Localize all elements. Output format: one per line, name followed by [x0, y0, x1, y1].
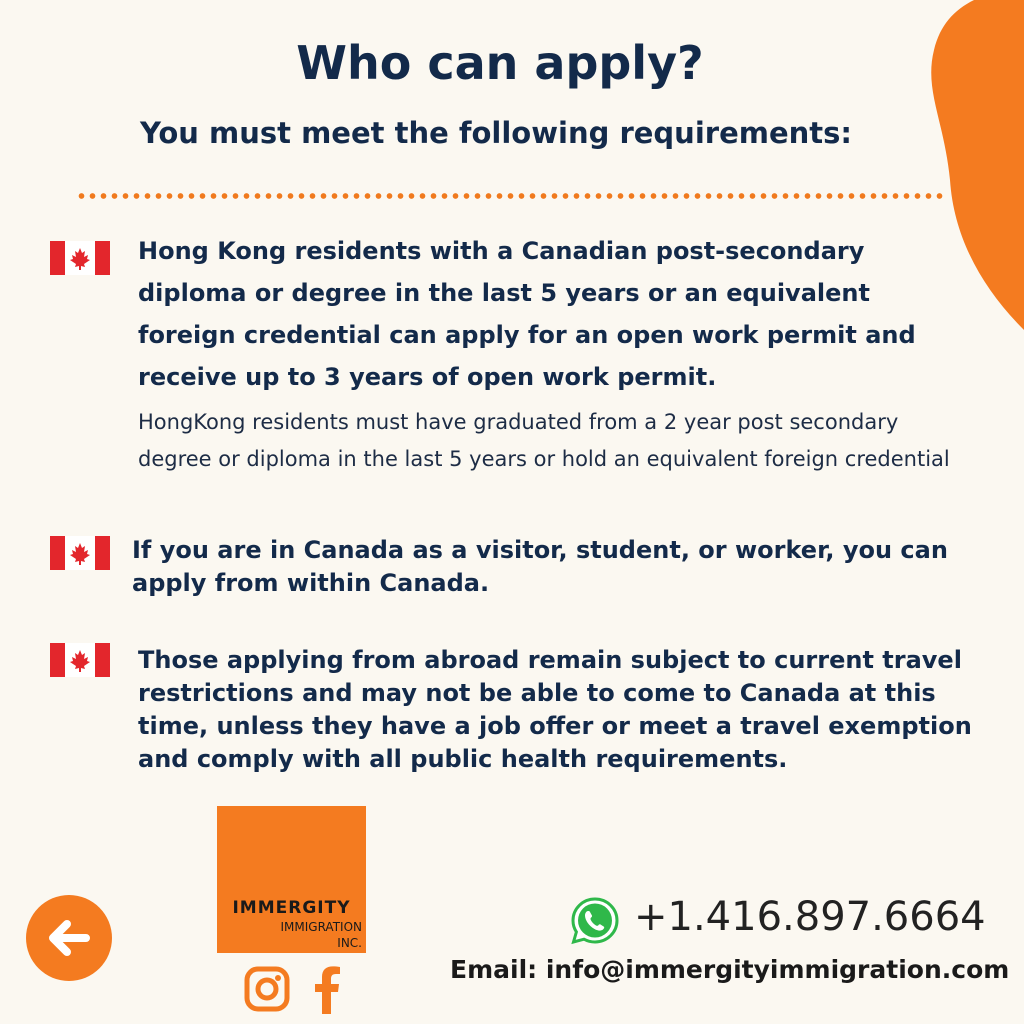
whatsapp-icon[interactable] [570, 896, 620, 946]
page-title: Who can apply? [296, 36, 704, 90]
arrow-left-icon [26, 895, 112, 981]
canada-flag-icon [50, 643, 110, 677]
email-address[interactable]: Email: info@immergityimmigration.com [450, 955, 1010, 984]
logo-name: IMMERGITY [232, 898, 351, 918]
logo-subtitle: IMMIGRATION [280, 920, 362, 934]
canada-flag-icon [50, 536, 110, 570]
back-button[interactable] [26, 895, 112, 981]
requirement-3-text: Those applying from abroad remain subject to current travel restrictions and may not be able to come to Canada at this time, unless they have a job offer or meet a travel exemption and comply with all public health requirements. [138, 646, 972, 773]
company-logo [217, 806, 366, 953]
canada-flag-icon [50, 241, 110, 275]
phone-number[interactable]: +1.416.897.6664 [634, 894, 986, 940]
page-subtitle: You must meet the following requirements: [140, 116, 852, 150]
requirement-1-note: HongKong residents must have graduated from a 2 year post secondary degree or diploma in the last 5 years or hold an equivalent foreign credential [138, 410, 950, 471]
logo-suffix: INC. [337, 936, 362, 950]
requirement-2-text: If you are in Canada as a visitor, student, or worker, you can apply from within Canada. [132, 536, 948, 597]
facebook-icon[interactable] [312, 966, 342, 1014]
dotted-divider [76, 192, 946, 200]
requirement-1-text: Hong Kong residents with a Canadian post-secondary diploma or degree in the last 5 years or an equivalent foreign credential can apply for an open work permit and receive up to 3 years of open work permit. [138, 237, 916, 391]
instagram-icon[interactable] [244, 966, 290, 1012]
